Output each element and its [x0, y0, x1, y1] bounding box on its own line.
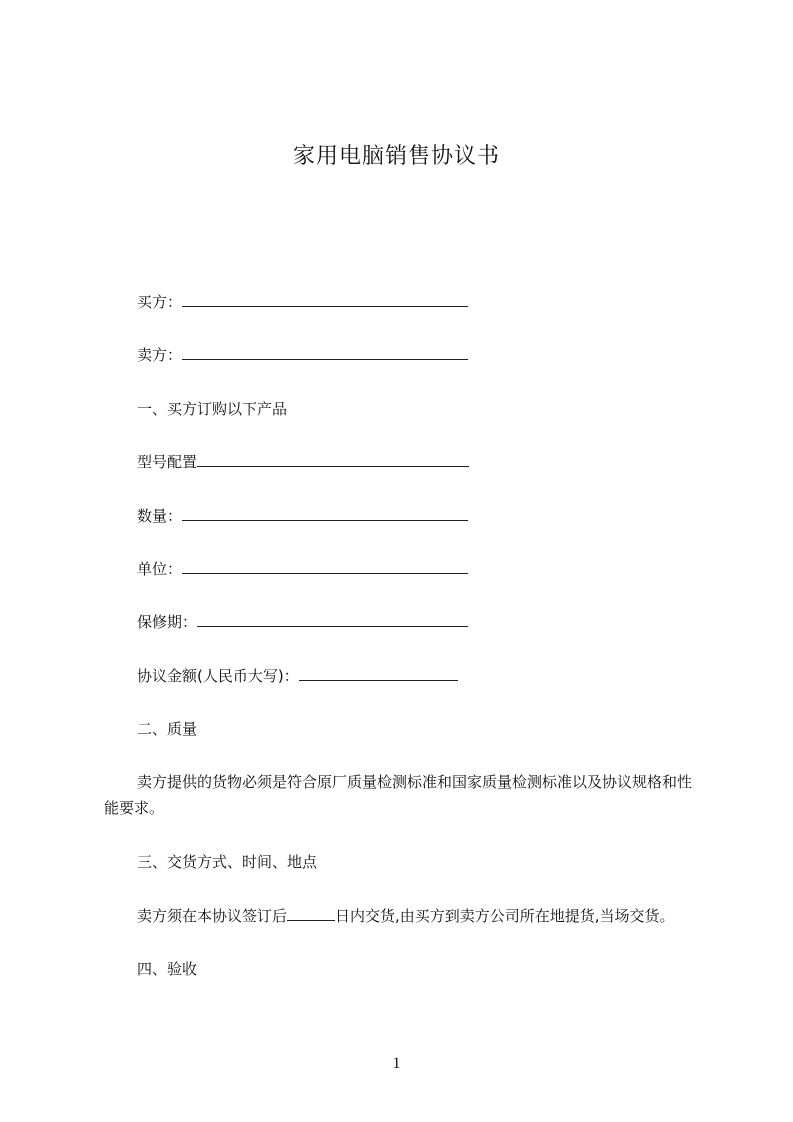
- seller-label: 卖方：: [137, 346, 183, 364]
- unit-line: [137, 559, 468, 579]
- section-3-body-post: 日内交货,由买方到卖方公司所在地提货,当场交货。: [335, 907, 675, 925]
- document-title: 家用电脑销售协议书: [292, 144, 500, 169]
- amount-label: 协议金额(人民币大写)：: [137, 667, 299, 685]
- section-2-heading: 二、质量: [137, 720, 198, 738]
- warranty-label: 保修期：: [137, 613, 198, 631]
- unit-label: 单位：: [137, 560, 183, 578]
- section-3-body: [137, 906, 675, 926]
- unit-blank[interactable]: [182, 559, 468, 574]
- seller-blank[interactable]: [182, 345, 468, 360]
- section-4-heading: 四、验收: [137, 960, 198, 978]
- section-2-body: 卖方提供的货物必须是符合原厂质量检测标准和国家质量检测标准以及协议规格和性能要求。: [104, 773, 693, 817]
- buyer-label: 买方：: [137, 293, 183, 311]
- amount-blank[interactable]: [299, 666, 458, 681]
- warranty-blank[interactable]: [197, 612, 468, 627]
- section-3-heading: 三、交货方式、时间、地点: [137, 853, 318, 871]
- model-label: 型号配置: [137, 453, 198, 471]
- amount-line: [137, 666, 458, 686]
- page-number: 1: [392, 1055, 401, 1072]
- section-1-heading: 一、买方订购以下产品: [137, 400, 288, 418]
- delivery-days-blank[interactable]: [287, 906, 335, 921]
- buyer-blank[interactable]: [182, 292, 468, 307]
- warranty-line: [137, 612, 468, 632]
- quantity-blank[interactable]: [182, 506, 468, 521]
- quantity-line: [137, 506, 468, 526]
- seller-line: [137, 345, 468, 365]
- quantity-label: 数量：: [137, 507, 183, 525]
- section-3-body-pre: 卖方须在本协议签订后: [137, 907, 288, 925]
- buyer-line: [137, 292, 468, 312]
- model-blank[interactable]: [197, 452, 469, 467]
- model-line: [137, 452, 469, 472]
